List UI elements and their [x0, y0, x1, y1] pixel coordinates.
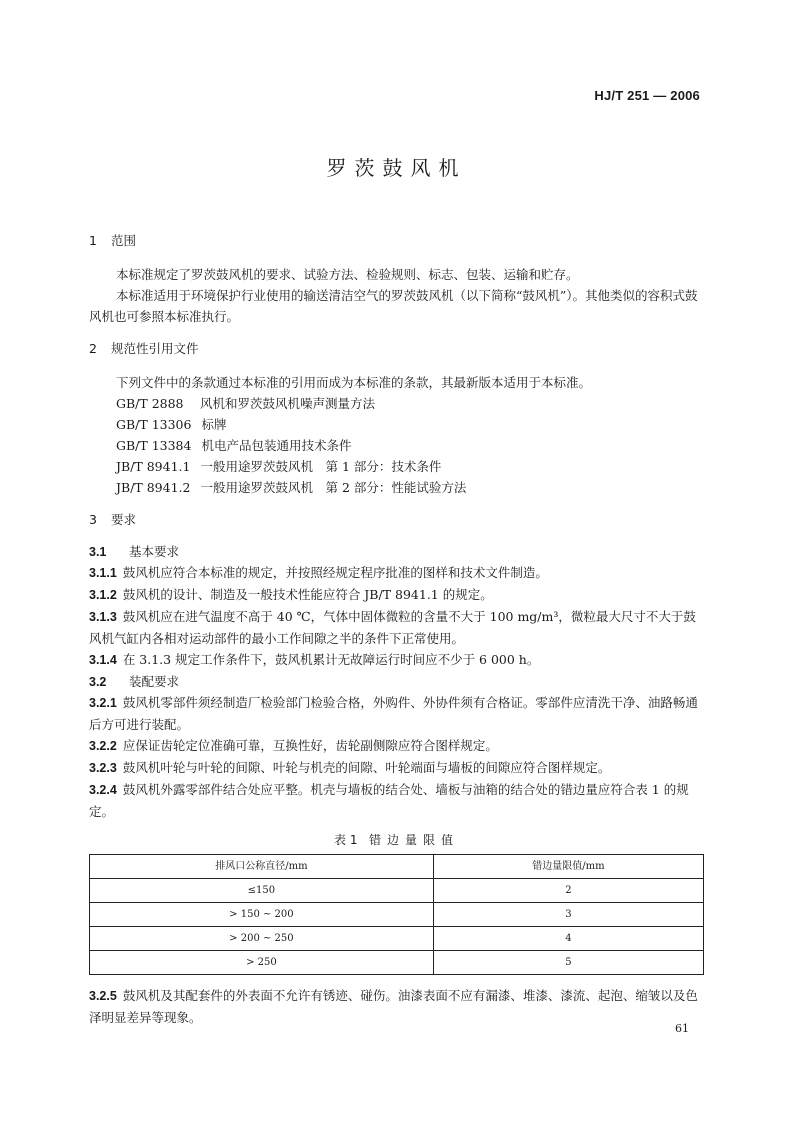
section-3-heading	[89, 509, 704, 530]
clause-3-2-5	[89, 985, 704, 1028]
clause-3-2-4	[89, 779, 704, 822]
section-number: 1	[89, 233, 97, 248]
table-caption	[89, 830, 704, 850]
section-1-heading	[89, 230, 704, 251]
table-cell: 3	[433, 903, 703, 927]
clause-3-2-3	[89, 757, 704, 779]
table-row	[90, 879, 704, 903]
clause-text: 鼓风机应在进气温度不高于 40 ℃，气体中固体微粒的含量不大于 100 mg/m³，微粒最大尺寸不大于鼓风机气缸内各相对运动部件的最小工作间隙之半的条件下正常使用。	[89, 609, 696, 646]
reference-item	[89, 414, 704, 435]
table-cell: 2	[433, 879, 703, 903]
reference-list	[89, 393, 704, 498]
clause-text: 应保证齿轮定位准确可靠，互换性好，齿轮副侧隙应符合图样规定。	[122, 738, 498, 753]
table-title: 错边量限值	[368, 833, 459, 847]
table-cell: ≤150	[90, 879, 434, 903]
subsection-number: 3.1	[89, 545, 107, 559]
section-title: 范围	[111, 233, 137, 248]
reference-code: GB/T 13384	[116, 438, 192, 453]
page-number: 61	[675, 1022, 689, 1035]
table-row	[90, 927, 704, 951]
clause-text: 鼓风机的设计、制造及一般技术性能应符合 JB/T 8941.1 的规定。	[122, 587, 493, 602]
reference-title: 风机和罗茨鼓风机噪声测量方法	[200, 396, 376, 411]
clause-3-1-4	[89, 649, 704, 671]
document-body	[89, 230, 704, 1028]
standard-code: HJ/T 251 — 2006	[594, 88, 700, 103]
subsection-3-2-heading	[89, 671, 704, 692]
section-title: 要求	[111, 512, 137, 527]
document-title: 罗茨鼓风机	[326, 156, 467, 180]
table-cell: > 150 ~ 200	[90, 903, 434, 927]
clause-3-1-3	[89, 606, 704, 649]
subsection-title: 基本要求	[129, 544, 180, 559]
clause-3-2-2	[89, 735, 704, 757]
clause-number: 3.2.4	[89, 783, 117, 797]
clause-number: 3.2.1	[89, 696, 117, 710]
section-title: 规范性引用文件	[111, 341, 199, 356]
clause-number: 3.2.3	[89, 761, 117, 775]
clause-number: 3.1.3	[89, 610, 117, 624]
clause-3-1-1	[89, 562, 704, 584]
table-row	[90, 903, 704, 927]
paragraph: 本标准规定了罗茨鼓风机的要求、试验方法、检验规则、标志、包装、运输和贮存。	[116, 267, 579, 282]
subsection-number: 3.2	[89, 675, 107, 689]
table-cell: > 250	[90, 951, 434, 975]
column-header: 错边量限值/mm	[433, 855, 703, 879]
reference-item	[89, 393, 704, 414]
reference-code: JB/T 8941.1	[116, 459, 191, 474]
paragraph: 本标准适用于环境保护行业使用的输送清洁空气的罗茨鼓风机（以下简称“鼓风机”）。其他类似的容积式鼓风机也可参照本标准执行。	[89, 288, 698, 324]
clause-3-1-2	[89, 584, 704, 606]
clause-number: 3.2.5	[89, 989, 117, 1003]
table-cell: > 200 ~ 250	[90, 927, 434, 951]
reference-code: GB/T 2888	[116, 396, 184, 411]
reference-code: JB/T 8941.2	[116, 480, 191, 495]
reference-code: GB/T 13306	[116, 417, 192, 432]
clause-text: 在 3.1.3 规定工作条件下，鼓风机累计无故障运行时间应不少于 6 000 h。	[122, 652, 540, 667]
table-header-row	[90, 855, 704, 879]
clause-text: 鼓风机及其配套件的外表面不允许有锈迹、碰伤。油漆表面不应有漏漆、堆漆、漆流、起泡、缩皱以及色泽明显差异等现象。	[89, 988, 698, 1025]
section-number: 2	[89, 341, 97, 356]
clause-number: 3.1.4	[89, 653, 117, 667]
clause-number: 3.2.2	[89, 739, 117, 753]
section-number: 3	[89, 512, 97, 527]
table-label: 表 1	[334, 833, 358, 847]
clause-number: 3.1.1	[89, 566, 117, 580]
table-row	[90, 951, 704, 975]
reference-title: 一般用途罗茨鼓风机 第 1 部分：技术条件	[200, 459, 442, 474]
clause-text: 鼓风机应符合本标准的规定，并按照经规定程序批准的图样和技术文件制造。	[122, 565, 548, 580]
reference-item	[89, 477, 704, 498]
clause-text: 鼓风机零部件须经制造厂检验部门检验合格，外购件、外协件须有合格证。零部件应清洗干净、油路畅通后方可进行装配。	[89, 695, 698, 732]
reference-title: 标牌	[201, 417, 227, 432]
tolerance-table	[89, 854, 704, 975]
clause-text: 鼓风机叶轮与叶轮的间隙、叶轮与机壳的间隙、叶轮端面与墙板的间隙应符合图样规定。	[122, 760, 611, 775]
reference-title: 一般用途罗茨鼓风机 第 2 部分：性能试验方法	[200, 480, 467, 495]
subsection-3-1-heading	[89, 541, 704, 562]
reference-title: 机电产品包装通用技术条件	[201, 438, 352, 453]
clause-text: 鼓风机外露零部件结合处应平整。机壳与墙板的结合处、墙板与油箱的结合处的错边量应符合表 1 的规定。	[89, 782, 689, 819]
clause-number: 3.1.2	[89, 588, 117, 602]
paragraph: 下列文件中的条款通过本标准的引用而成为本标准的条款，其最新版本适用于本标准。	[116, 375, 592, 390]
table-cell: 5	[433, 951, 703, 975]
section-2-heading	[89, 338, 704, 359]
reference-item	[89, 435, 704, 456]
clause-3-2-1	[89, 692, 704, 735]
reference-item	[89, 456, 704, 477]
table-cell: 4	[433, 927, 703, 951]
subsection-title: 装配要求	[129, 674, 180, 689]
column-header: 排风口公称直径/mm	[90, 855, 434, 879]
